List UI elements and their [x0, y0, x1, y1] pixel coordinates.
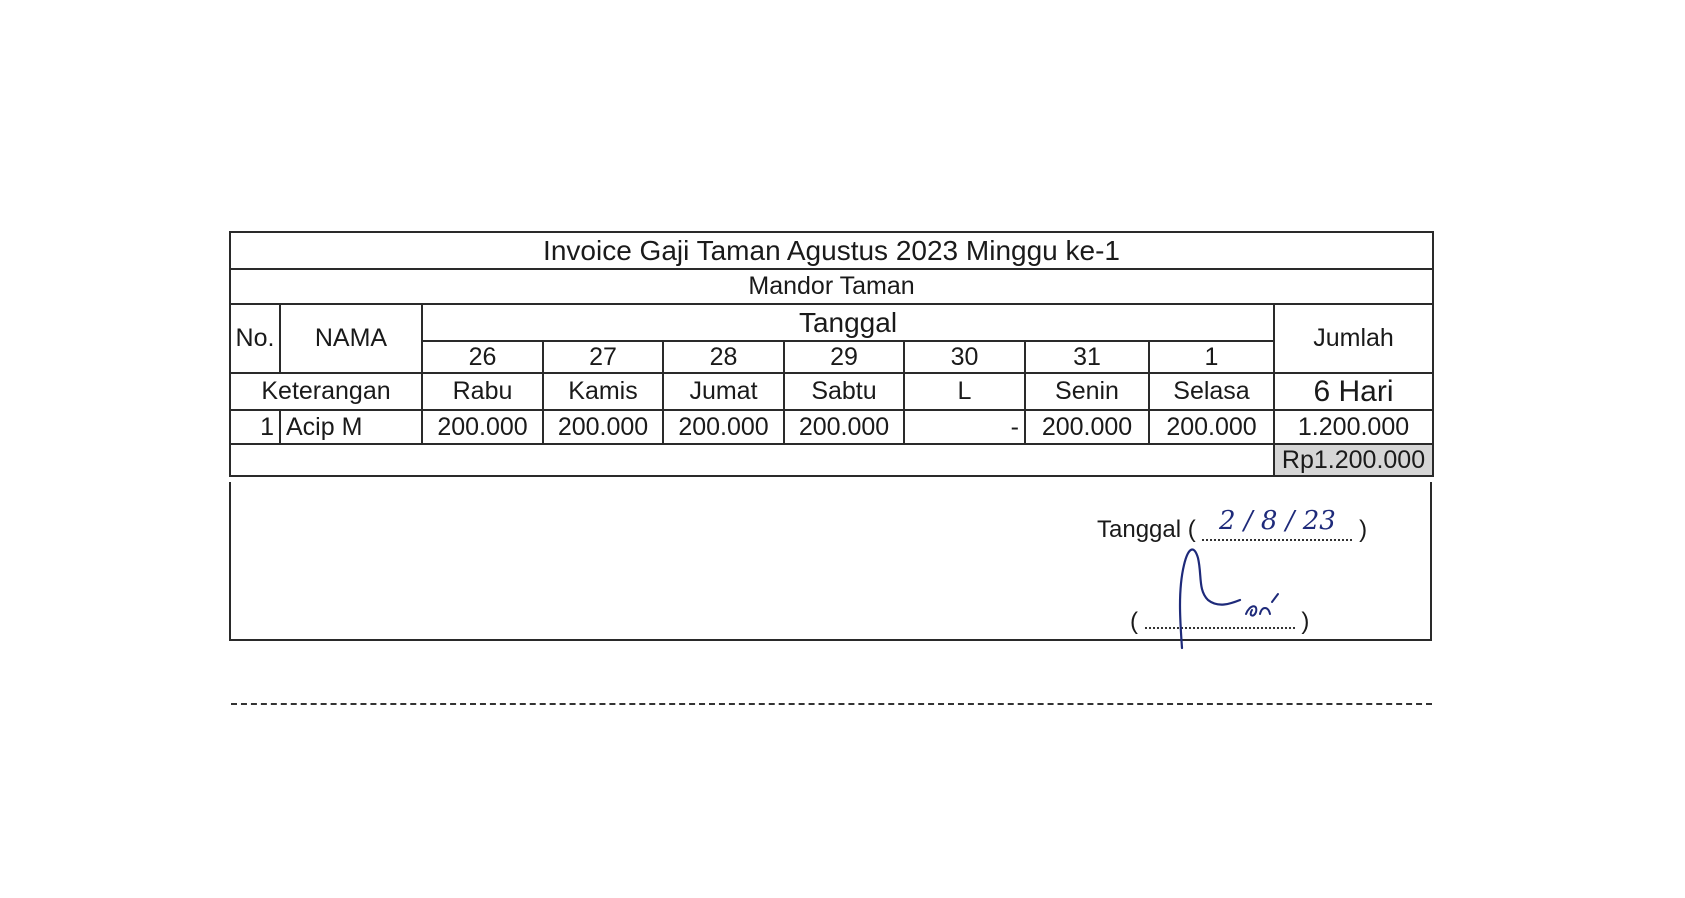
jumlah-header: Jumlah — [1274, 304, 1433, 373]
amount-cell: 200.000 — [1149, 410, 1274, 444]
amount-cell: 200.000 — [1025, 410, 1149, 444]
day-cell: Sabtu — [784, 373, 904, 410]
amount-cell: 200.000 — [543, 410, 663, 444]
date-cell: 29 — [784, 341, 904, 373]
amount-cell: - — [904, 410, 1025, 444]
day-cell: Senin — [1025, 373, 1149, 410]
date-cell: 1 — [1149, 341, 1274, 373]
amount-cell: 200.000 — [422, 410, 543, 444]
nama-header: NAMA — [280, 304, 422, 373]
row-total: 1.200.000 — [1274, 410, 1433, 444]
grand-total: Rp1.200.000 — [1274, 444, 1433, 476]
amount-cell: 200.000 — [663, 410, 784, 444]
tanggal-open: ( — [1187, 516, 1196, 543]
no-header: No. — [230, 304, 280, 373]
day-cell: L — [904, 373, 1025, 410]
handwritten-signature — [1160, 530, 1300, 655]
row-nama: Acip M — [280, 410, 422, 444]
amount-cell: 200.000 — [784, 410, 904, 444]
tanggal-close: ) — [1359, 516, 1368, 543]
invoice-table — [229, 231, 1434, 477]
day-cell: Kamis — [543, 373, 663, 410]
date-cell: 26 — [422, 341, 543, 373]
signer-open: ( — [1130, 608, 1138, 635]
invoice-title: Invoice Gaji Taman Agustus 2023 Minggu ke-1 — [230, 232, 1433, 269]
grand-total-spacer — [230, 444, 1274, 476]
tanggal-label: Tanggal — [1097, 516, 1182, 543]
date-cell: 28 — [663, 341, 784, 373]
keterangan-label: Keterangan — [230, 373, 422, 410]
row-no: 1 — [230, 410, 280, 444]
invoice-subtitle: Mandor Taman — [230, 269, 1433, 304]
cut-line-divider — [231, 703, 1432, 705]
signer-close: ) — [1301, 608, 1310, 635]
handwritten-date: 2 / 8 / 23 — [1219, 506, 1336, 536]
date-cell: 30 — [904, 341, 1025, 373]
day-cell: Jumat — [663, 373, 784, 410]
day-cell: Selasa — [1149, 373, 1274, 410]
tanggal-header: Tanggal — [422, 304, 1274, 341]
day-cell: Rabu — [422, 373, 543, 410]
table-row — [230, 410, 1433, 444]
date-cell: 27 — [543, 341, 663, 373]
days-total: 6 Hari — [1274, 373, 1433, 410]
date-cell: 31 — [1025, 341, 1149, 373]
